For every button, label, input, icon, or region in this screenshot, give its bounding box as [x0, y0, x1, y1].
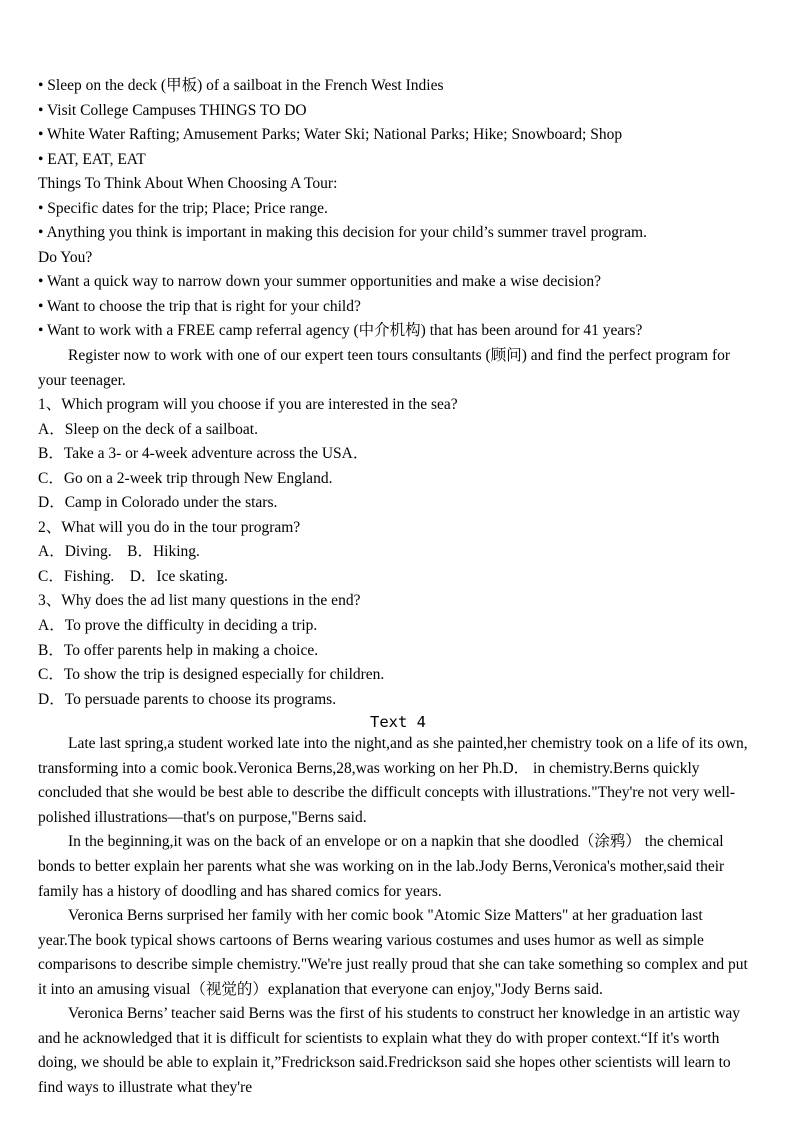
bullet-item: • Specific dates for the trip; Place; Price range.	[38, 199, 328, 217]
question-3-option-a: A．To prove the difficulty in deciding a trip.	[38, 617, 318, 635]
register-line: Register now to work with one of our expert teen tours consultants (顾问) and find the perfect program for your teenager.	[38, 347, 734, 389]
question-3	[38, 589, 758, 614]
bullet-item: • Anything you think is important in making this decision for your child’s summer travel program.	[38, 224, 647, 242]
question-3-option-b: B．To offer parents help in making a choice.	[38, 641, 319, 659]
question-3-option-d: D．To persuade parents to choose its programs.	[38, 690, 337, 708]
bullet-item: • Visit College Campuses THINGS TO DO	[38, 101, 307, 119]
section-heading-do-you: Do You?	[38, 248, 93, 266]
question-1-option-b: B．Take a 3- or 4-week adventure across the USA．	[38, 445, 369, 463]
question-text: Which program will you choose if you are interested in the sea?	[61, 396, 458, 414]
bullet-item: • Want to choose the trip that is right for your child?	[38, 297, 361, 315]
question-3-option-c: C．To show the trip is designed especially for children.	[38, 666, 385, 684]
question-2-options-cd: C．Fishing. D．Ice skating.	[38, 567, 228, 585]
question-2	[38, 516, 758, 541]
text4-paragraph-4: Veronica Berns’ teacher said Berns was the first of his students to construct her knowledge in an artistic way and he acknowledged that it is difficult for scientists to explain what they do with proper context.“If it's worth doing, we should be able to explain it,”Fredrickson said.Fredrickson said she hopes other scientists will learn to find ways to illustrate what they're	[38, 1005, 744, 1096]
bullet-item: • Sleep on the deck (甲板) of a sailboat in the French West Indies	[38, 77, 444, 94]
question-1-option-d: D．Camp in Colorado under the stars.	[38, 494, 278, 512]
question-number: 2、	[38, 518, 62, 536]
question-number: 3、	[38, 592, 62, 610]
question-1-option-a: A．Sleep on the deck of a sailboat.	[38, 420, 258, 438]
question-1	[38, 393, 758, 418]
question-number: 1、	[38, 396, 62, 414]
text4-paragraph-1: Late last spring,a student worked late into the night,and as she painted,her chemistry took on a life of its own, transforming into a comic book.Veronica Berns,28,was working on her Ph.D． in chemistry.Berns quickly concluded that she would be best able to describe the difficult concepts with illustrations."They're not very well-polished illustrations—that's on purpose,"Berns said.	[38, 735, 752, 826]
text4-paragraph-2: In the beginning,it was on the back of an envelope or on a napkin that she doodled（涂鸦） the chemical bonds to better explain her parents what she was working on in the lab.Jody Berns,Veronica's mother,said their family has a history of doodling and has shared comics for years.	[38, 833, 729, 900]
text4-paragraph-3: Veronica Berns surprised her family with her comic book "Atomic Size Matters" at her graduation last year.The book typical shows cartoons of Berns wearing various costumes and uses humor as well as simple comparisons to describe simple chemistry."We're just really proud that she can take something so complex and put it into an amusing visual（视觉的）explanation that everyone can enjoy,"Jody Berns said.	[38, 907, 752, 998]
bullet-item: • EAT, EAT, EAT	[38, 150, 146, 168]
text4-heading: Text 4	[370, 713, 426, 732]
bullet-item: • Want to work with a FREE camp referral agency (中介机构) that has been around for 41 years?	[38, 322, 643, 340]
question-text: What will you do in the tour program?	[61, 518, 301, 536]
question-text: Why does the ad list many questions in the end?	[61, 592, 361, 610]
bullet-item: • Want a quick way to narrow down your summer opportunities and make a wise decision?	[38, 273, 602, 291]
question-2-options-ab: A．Diving. B．Hiking.	[38, 543, 200, 561]
bullet-item: • White Water Rafting; Amusement Parks; Water Ski; National Parks; Hike; Snowboard; Shop	[38, 126, 623, 144]
section-heading-things-to-think: Things To Think About When Choosing A Tour:	[38, 175, 338, 193]
question-1-option-c: C．Go on a 2-week trip through New England.	[38, 469, 333, 487]
